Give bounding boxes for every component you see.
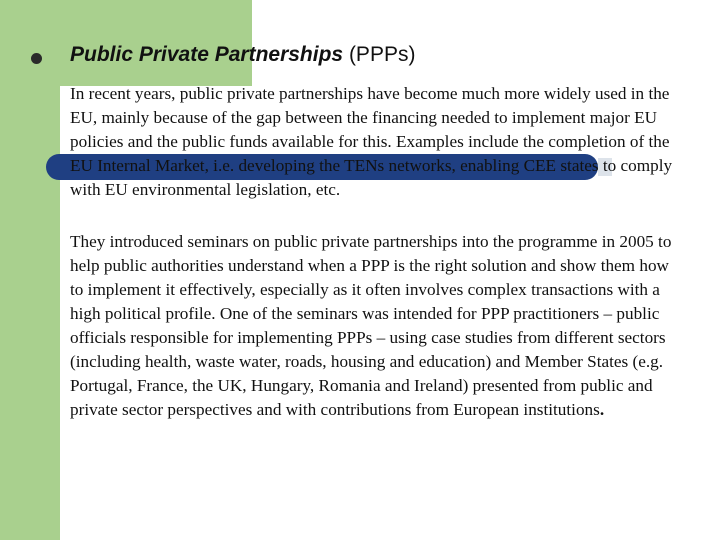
paragraph-2 xyxy=(70,230,685,422)
heading-italic-text: Public Private Partnerships xyxy=(70,43,344,66)
bullet-icon xyxy=(31,53,42,64)
paragraph-2-end: . xyxy=(599,400,605,419)
heading-suffix-text: (PPPs) xyxy=(343,43,416,66)
slide-heading xyxy=(70,43,690,67)
paragraph-1: In recent years, public private partnerships have become much more widely used in the EU, mainly because of the gap between the financing needed to implement major EU policies and the public funds available for this. Examples include the completion of the EU Internal Market, i.e. developing the TENs networks, enabling CEE states to comply with EU environmental legislation, etc. xyxy=(70,84,673,199)
paragraph-2-text: They introduced seminars on public private partnerships into the programme in 2005 to help public authorities understand when a PPP is the right solution and show them how to implement it effectively, especially as it often involves complex transactions with a high political profile. One of the seminars was intended for PPP practitioners – public officials responsible for implementing PPPs – using case studies from different sectors (including health, waste water, roads, housing and education) and Member States (e.g. Portugal, France, the UK, Hungary, Romania and Ireland) presented from public and private sector perspectives and with contributions from European institutions xyxy=(70,232,672,419)
